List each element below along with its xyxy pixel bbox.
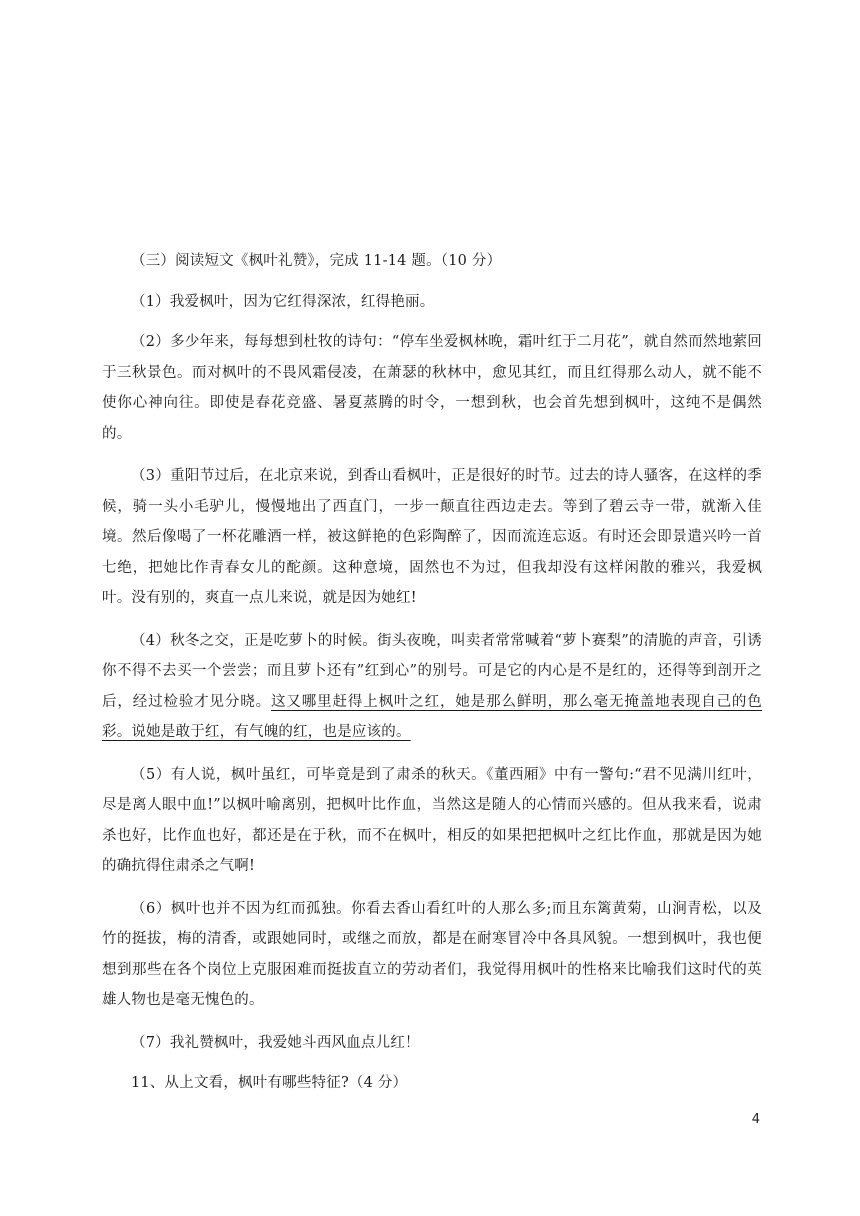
question-11: 11、从上文看，枫叶有哪些特征?（4 分） [131,1075,408,1091]
paragraph-6: （6）枫叶也并不因为红而孤独。你看去香山看红叶的人那么多;而且东篱黄菊，山涧青松，以及竹的挺拔，梅的清香，或跟她同时，或继之而放，都是在耐寒冒冷中各具风貌。一想到枫叶，我也便想到那些在各个岗位上克服困难而挺拔直立的劳动者们，我觉得用枫叶的性格来比喻我们这时代的英雄人物也是毫无愧色的。 [102,900,762,1008]
page-number: 4 [751,1112,760,1127]
paragraph-5: （5）有人说，枫叶虽红，可毕竟是到了肃杀的秋天。《董西厢》中有一警句:“君不见满川红叶，尽是离人眼中血!”以枫叶喻离别，把枫叶比作血，当然这是随人的心情而兴感的。但从我来看，说肃杀也好，比作血也好，都还是在于秋，而不在枫叶，相反的如果把把枫叶之红比作血，那就是因为她的确抗得住肃杀之气啊! [102,766,762,874]
paragraph-4-text: （4）秋冬之交，正是吃萝卜的时候。街头夜晚，叫卖者常常喊着“萝卜赛梨”的清脆的声音，引诱你不得不去买一个尝尝；而且萝卜还有”红到心”的别号。可是它的内心是不是红的，还得等到剖开之后，经过检验才见分晓。 [102,632,762,710]
paragraph-4-underlined-sentence: 这又哪里赶得上枫叶之红，她是那么鲜明，那么毫无掩盖地表现自己的色彩。说她是敢于红，有气魄的红，也是应该的。 [102,693,762,740]
paragraph-1: （1）我爱枫叶，因为它红得深浓，红得艳丽。 [131,293,435,310]
reading-passage [102,246,762,1111]
paragraph-7: （7）我礼赞枫叶，我爱她斗西风血点儿红！ [131,1034,420,1051]
paragraph-3: （3）重阳节过后，在北京来说，到香山看枫叶，正是很好的时节。过去的诗人骚客，在这样的季候，骑一头小毛驴儿，慢慢地出了西直门，一步一颠直往西边走去。等到了碧云寺一带，就渐入佳境。然后像喝了一杯花雕酒一样，被这鲜艳的色彩陶醉了，因而流连忘返。有时还会即景遣兴吟一首七绝，把她比作青春女儿的酡颜。这种意境，固然也不为过，但我却没有这样闲散的雅兴，我爱枫叶。没有别的，爽直一点儿来说，就是因为她红! [102,468,762,606]
paragraph-2: （2）多少年来，每每想到杜牧的诗句：“停车坐爱枫林晚，霜叶红于二月花”，就自然而然地萦回于三秋景色。而对枫叶的不畏风霜侵凌，在萧瑟的秋林中，愈见其红，而且红得那么动人，就不能不使你心神向往。即使是春花竞盛、暑夏蒸腾的时令，一想到秋，也会首先想到枫叶，这纯不是偶然的。 [102,334,762,442]
paragraph-4 [102,626,762,748]
section-heading: （三）阅读短文《枫叶礼赞》，完成 11-14 题。（10 分） [131,253,502,269]
